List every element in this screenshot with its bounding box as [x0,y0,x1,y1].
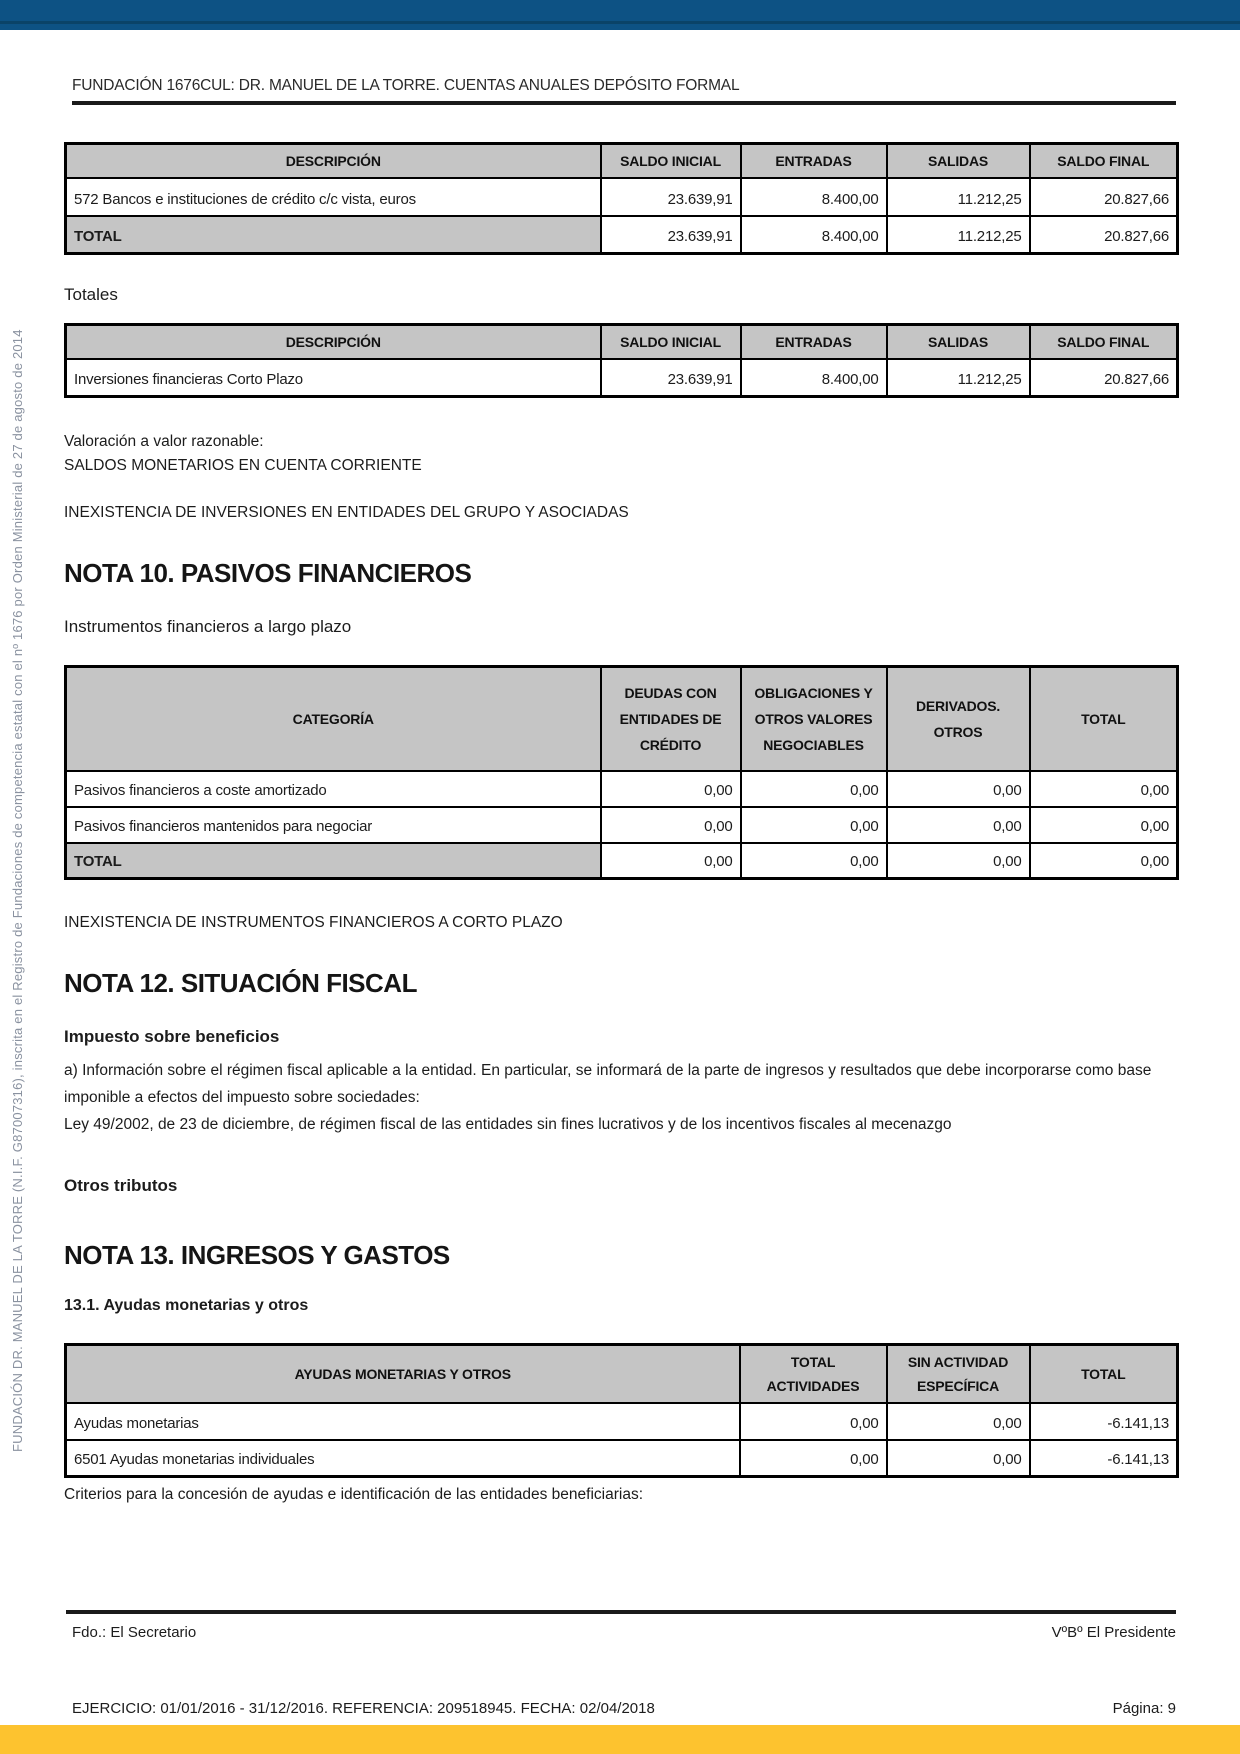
top-bar-accent-line [0,21,1240,24]
cell-derivados: 0,00 [887,807,1030,843]
regimen-fiscal-paragraph [64,1057,1174,1138]
table-header-row [66,1345,1178,1403]
cell-saldo-inicial: 23.639,91 [601,359,741,397]
table-totales [64,323,1179,398]
table-saldos-detalle [64,142,1179,255]
valoracion-block [64,430,1176,478]
table-header-row [66,144,1178,178]
cell-obligaciones: 0,00 [741,843,887,879]
parrafo-a-text: a) Información sobre el régimen fiscal aplicable a la entidad. En particular, se informará de la parte de ingresos y resultados que debe incorporarse como base imponible a efectos del impuesto sobre sociedades: [64,1062,1152,1106]
row-label: 572 Bancos e instituciones de crédito c/c vista, euros [66,178,601,216]
page-content [0,30,1240,1504]
cell-salidas: 11.212,25 [887,178,1030,216]
column-header-saldo-final: SALDO FINAL [1030,325,1178,359]
inexistencia-instrumentos-line: INEXISTENCIA DE INSTRUMENTOS FINANCIEROS A CORTO PLAZO [64,914,563,931]
top-blue-bar [0,0,1240,30]
column-header-descripcion: DESCRIPCIÓN [66,325,601,359]
table-row [66,807,1178,843]
column-header-saldo-inicial: SALDO INICIAL [601,144,741,178]
row-label: Inversiones financieras Corto Plazo [66,359,601,397]
column-header-deudas-credito: DEUDAS CON ENTIDADES DE CRÉDITO [601,667,741,771]
column-header-entradas: ENTRADAS [741,325,887,359]
cell-saldo-inicial: 23.639,91 [601,216,741,254]
column-header-total-actividades: TOTAL ACTIVIDADES [740,1345,887,1403]
footer-info-row [72,1700,1176,1717]
row-label: Ayudas monetarias [66,1403,740,1440]
cell-derivados: 0,00 [887,771,1030,807]
nota12-heading: NOTA 12. SITUACIÓN FISCAL [64,968,417,998]
column-header-obligaciones: OBLIGACIONES Y OTROS VALORES NEGOCIABLES [741,667,887,771]
instrumentos-subheading: Instrumentos financieros a largo plazo [64,617,352,636]
criterios-line: Criterios para la concesión de ayudas e identificación de las entidades beneficiarias: [64,1486,644,1503]
table-row [66,178,1178,216]
cell-entradas: 8.400,00 [741,216,887,254]
table-header-row [66,325,1178,359]
row-label: 6501 Ayudas monetarias individuales [66,1440,740,1477]
otros-tributos-subheading: Otros tributos [64,1176,178,1195]
cell-saldo-final: 20.827,66 [1030,359,1178,397]
nota10-heading: NOTA 10. PASIVOS FINANCIEROS [64,558,472,588]
row-label: Pasivos financieros mantenidos para negociar [66,807,601,843]
cell-deudas-credito: 0,00 [601,807,741,843]
cell-obligaciones: 0,00 [741,807,887,843]
signature-secretario: Fdo.: El Secretario [72,1624,197,1641]
column-header-total: TOTAL [1030,667,1178,771]
signature-presidente: VºBº El Presidente [1051,1624,1176,1641]
cell-deudas-credito: 0,00 [601,843,741,879]
column-header-derivados: DERIVADOS. OTROS [887,667,1030,771]
table-row [66,1440,1178,1477]
cell-saldo-inicial: 23.639,91 [601,178,741,216]
cell-total: 0,00 [1030,843,1178,879]
bottom-yellow-bar [0,1725,1240,1754]
cell-obligaciones: 0,00 [741,771,887,807]
column-header-total: TOTAL [1030,1345,1178,1403]
nota13-heading: NOTA 13. INGRESOS Y GASTOS [64,1240,450,1270]
row-label: Pasivos financieros a coste amortizado [66,771,601,807]
cell-total: 0,00 [1030,807,1178,843]
impuesto-subheading: Impuesto sobre beneficios [64,1027,280,1046]
table-total-row [66,216,1178,254]
ley-49-2002-text: Ley 49/2002, de 23 de diciembre, de régimen fiscal de las entidades sin fines lucrativos y de los incentivos fiscales al mecenazgo [64,1116,952,1133]
cell-saldo-final: 20.827,66 [1030,178,1178,216]
footer-divider-rule [66,1610,1176,1614]
cell-total-actividades: 0,00 [740,1403,887,1440]
footer-page-number: Página: 9 [1112,1700,1176,1717]
table-row [66,771,1178,807]
vertical-registry-note: FUNDACIÓN DR. MANUEL DE LA TORRE (N.I.F. G87007316), inscrita en el Registro de Fundaciones de competencia estatal con el nº 1676 por Orden Ministerial de 27 de agosto de 2014 [10,329,25,1452]
footer-ejercicio-text: EJERCICIO: 01/01/2016 - 31/12/2016. REFERENCIA: 209518945. FECHA: 02/04/2018 [72,1700,655,1717]
document-title: FUNDACIÓN 1676CUL: DR. MANUEL DE LA TORRE. CUENTAS ANUALES DEPÓSITO FORMAL [72,77,740,94]
column-header-salidas: SALIDAS [887,144,1030,178]
cell-salidas: 11.212,25 [887,216,1030,254]
column-header-saldo-inicial: SALDO INICIAL [601,325,741,359]
cell-sin-actividad: 0,00 [887,1403,1030,1440]
column-header-saldo-final: SALDO FINAL [1030,144,1178,178]
column-header-categoria: CATEGORÍA [66,667,601,771]
row-label-total: TOTAL [66,216,601,254]
column-header-descripcion: DESCRIPCIÓN [66,144,601,178]
title-divider-rule [72,101,1176,105]
column-header-entradas: ENTRADAS [741,144,887,178]
sub-131-heading: 13.1. Ayudas monetarias y otros [64,1297,309,1314]
column-header-ayudas: AYUDAS MONETARIAS Y OTROS [66,1345,740,1403]
inexistencia-inversiones-line: INEXISTENCIA DE INVERSIONES EN ENTIDADES DEL GRUPO Y ASOCIADAS [64,504,629,521]
cell-salidas: 11.212,25 [887,359,1030,397]
table-header-row [66,667,1178,771]
table-row [66,359,1178,397]
cell-saldo-final: 20.827,66 [1030,216,1178,254]
cell-total-actividades: 0,00 [740,1440,887,1477]
table-row [66,1403,1178,1440]
cell-entradas: 8.400,00 [741,359,887,397]
cell-total: -6.141,13 [1030,1403,1178,1440]
cell-total: 0,00 [1030,771,1178,807]
valoracion-line: Valoración a valor razonable: [64,433,264,450]
row-label-total: TOTAL [66,843,601,879]
table-total-row [66,843,1178,879]
table-ayudas-monetarias [64,1343,1179,1478]
column-header-salidas: SALIDAS [887,325,1030,359]
cell-total: -6.141,13 [1030,1440,1178,1477]
signature-row [72,1624,1176,1641]
cell-derivados: 0,00 [887,843,1030,879]
saldos-monetarios-line: SALDOS MONETARIOS EN CUENTA CORRIENTE [64,457,422,474]
column-header-sin-actividad: SIN ACTIVIDAD ESPECÍFICA [887,1345,1030,1403]
totales-heading: Totales [64,285,118,304]
table-pasivos-financieros [64,665,1179,880]
cell-sin-actividad: 0,00 [887,1440,1030,1477]
cell-deudas-credito: 0,00 [601,771,741,807]
cell-entradas: 8.400,00 [741,178,887,216]
